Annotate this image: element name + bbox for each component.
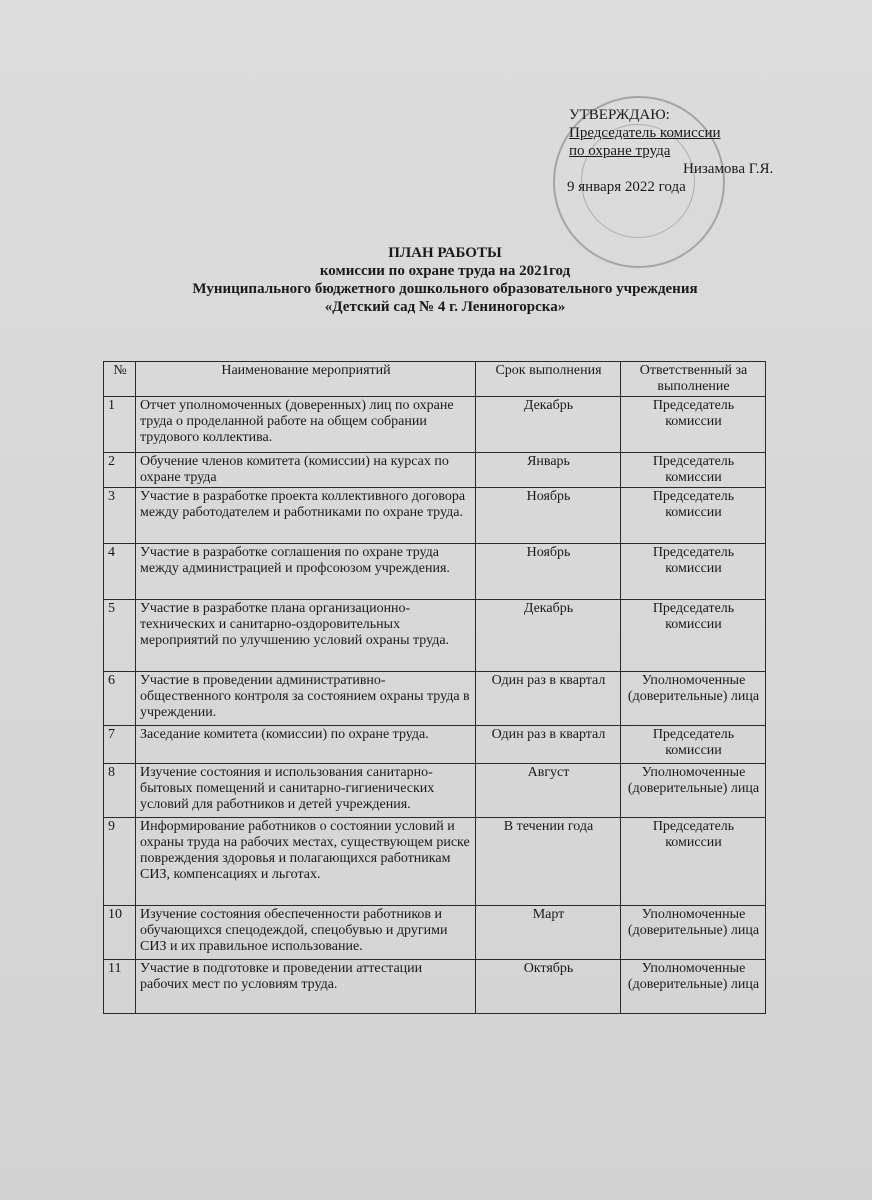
cell-num: 5 [104, 600, 136, 672]
table-header-row [104, 362, 766, 397]
table-row [104, 453, 766, 488]
document-title [100, 244, 790, 316]
cell-resp: Уполномоченные (доверительные) лица [621, 960, 766, 1014]
cell-term: Октябрь [476, 960, 621, 1014]
cell-name: Участие в разработке соглашения по охране труда между администрацией и профсоюзом учреждения. [136, 544, 476, 600]
cell-name: Участие в разработке проекта коллективного договора между работодателем и работниками по охране труда. [136, 488, 476, 544]
cell-resp: Уполномоченные (доверительные) лица [621, 764, 766, 818]
table-row [104, 906, 766, 960]
cell-num: 3 [104, 488, 136, 544]
cell-term: Декабрь [476, 397, 621, 453]
cell-name: Участие в разработке плана организационно-технических и санитарно-оздоровительных мероприятий по улучшению условий охраны труда. [136, 600, 476, 672]
cell-term: Январь [476, 453, 621, 488]
plan-table [103, 361, 766, 1014]
table-row [104, 600, 766, 672]
approval-heading: УТВЕРЖДАЮ: [569, 107, 670, 123]
header-resp: Ответственный за выполнение [621, 362, 766, 397]
cell-num: 7 [104, 726, 136, 764]
cell-name: Изучение состояния обеспеченности работников и обучающихся спецодеждой, спецобувью и другими СИЗ и их правильное использование. [136, 906, 476, 960]
approval-committee: по охране труда [569, 143, 671, 159]
cell-name: Отчет уполномоченных (доверенных) лиц по охране труда о проделанной работе на общем собрании трудового коллектива. [136, 397, 476, 453]
cell-term: Один раз в квартал [476, 672, 621, 726]
cell-resp: Председатель комиссии [621, 453, 766, 488]
cell-term: Март [476, 906, 621, 960]
cell-num: 6 [104, 672, 136, 726]
table-row [104, 818, 766, 906]
cell-num: 2 [104, 453, 136, 488]
cell-resp: Председатель комиссии [621, 488, 766, 544]
table-row [104, 726, 766, 764]
cell-resp: Председатель комиссии [621, 726, 766, 764]
approval-position: Председатель комиссии [569, 125, 721, 141]
cell-term: Август [476, 764, 621, 818]
title-line-4: «Детский сад № 4 г. Лениногорска» [324, 299, 566, 315]
cell-name: Заседание комитета (комиссии) по охране труда. [136, 726, 476, 764]
approval-date: 9 января 2022 года [567, 179, 686, 195]
title-line-3: Муниципального бюджетного дошкольного образовательного учреждения [192, 281, 698, 297]
cell-resp: Председатель комиссии [621, 544, 766, 600]
cell-resp: Председатель комиссии [621, 600, 766, 672]
header-term: Срок выполнения [476, 362, 621, 397]
header-name: Наименование мероприятий [136, 362, 476, 397]
cell-resp: Уполномоченные (доверительные) лица [621, 672, 766, 726]
cell-num: 9 [104, 818, 136, 906]
table-row [104, 488, 766, 544]
cell-name: Обучение членов комитета (комиссии) на курсах по охране труда [136, 453, 476, 488]
cell-resp: Уполномоченные (доверительные) лица [621, 906, 766, 960]
cell-name: Информирование работников о состоянии условий и охраны труда на рабочих местах, существующем риске повреждения здоровья и полагающихся работникам СИЗ, компенсациях и льготах. [136, 818, 476, 906]
header-num: № [104, 362, 136, 397]
cell-num: 8 [104, 764, 136, 818]
cell-term: Один раз в квартал [476, 726, 621, 764]
cell-term: В течении года [476, 818, 621, 906]
cell-name: Изучение состояния и использования санитарно-бытовых помещений и санитарно-гигиенических условий для работников и детей учреждения. [136, 764, 476, 818]
cell-num: 11 [104, 960, 136, 1014]
cell-resp: Председатель комиссии [621, 818, 766, 906]
cell-name: Участие в подготовке и проведении аттестации рабочих мест по условиям труда. [136, 960, 476, 1014]
cell-resp: Председатель комиссии [621, 397, 766, 453]
title-line-2: комиссии по охране труда на 2021год [319, 263, 571, 279]
approval-signatory: Низамова Г.Я. [683, 161, 774, 177]
table-row [104, 672, 766, 726]
cell-term: Декабрь [476, 600, 621, 672]
cell-num: 1 [104, 397, 136, 453]
table-row [104, 960, 766, 1014]
table-row [104, 544, 766, 600]
cell-num: 4 [104, 544, 136, 600]
cell-num: 10 [104, 906, 136, 960]
table-row [104, 764, 766, 818]
table-row [104, 397, 766, 453]
cell-term: Ноябрь [476, 488, 621, 544]
title-line-1: ПЛАН РАБОТЫ [388, 245, 502, 261]
approval-block [569, 106, 809, 196]
cell-name: Участие в проведении административно-общественного контроля за состоянием охраны труда в учреждении. [136, 672, 476, 726]
cell-term: Ноябрь [476, 544, 621, 600]
